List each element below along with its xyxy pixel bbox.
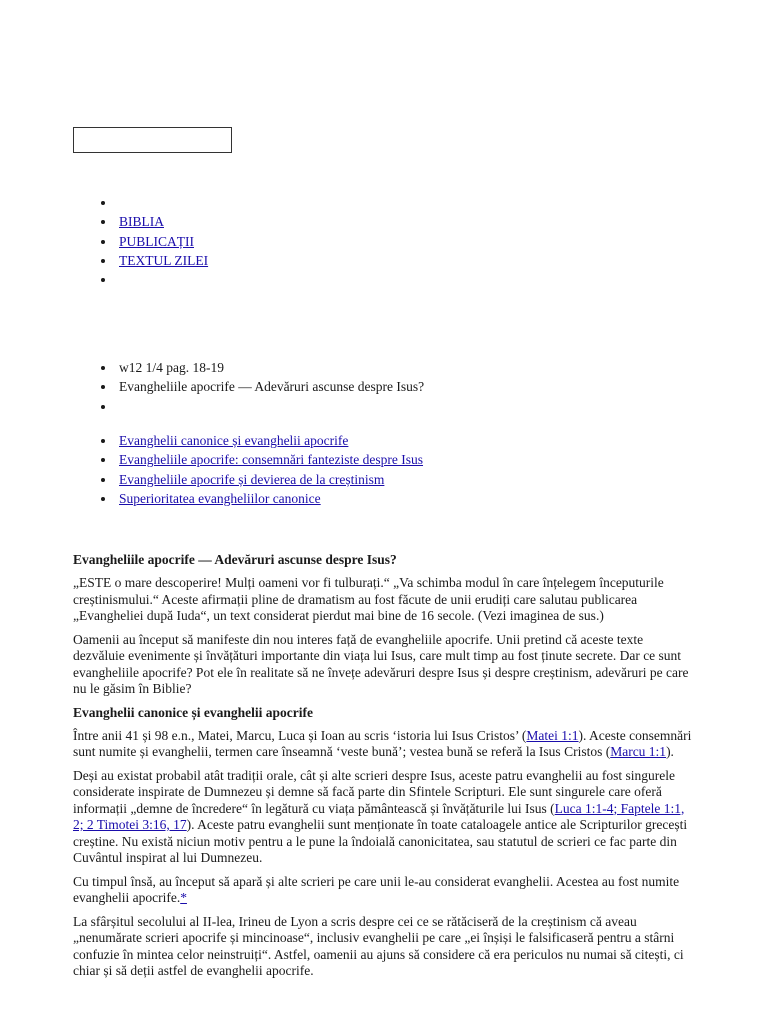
apocrypha-text: Cu timpul însă, au început să apară și alte scrieri pe care unii le-au considerat evanghelii. Acestea au fost numite evanghelii apocrife.: [73, 873, 680, 905]
toc-item: [101, 450, 423, 469]
irenaeus-paragraph: La sfârșitul secolului al II-lea, Irineu de Lyon a scris despre cei ce se rătăciseră de la creștinism că aveau „nenumărate scrieri apocrife și mincinoase“, inclusiv evanghelii pe care „ei înșiși le falsificaseră pentru a stârni confuzie în mintea celor neinstruiți“. Astfel, oamenii au ajuns să considere că era periculos nu numai să citești, ci chiar și să deții astfel de evanghelii apocrife.: [73, 913, 684, 978]
canon-text-a: Între anii 41 și 98 e.n., Matei, Marcu, Luca și Ioan au scris ‘istoria lui Isus Cristos’ (: [73, 727, 527, 743]
canon-text-c: ).: [666, 744, 674, 759]
toc-link-fanteziste[interactable]: Evangheliile apocrife: consemnări fanteziste despre Isus: [119, 452, 424, 468]
nav-item-empty-bottom: [101, 270, 208, 289]
table-of-contents: [101, 431, 423, 508]
article-body: [73, 552, 698, 987]
toc-link-superioritate[interactable]: Superioritatea evangheliilor canonice: [119, 490, 321, 506]
breadcrumb: [101, 358, 424, 416]
nav-item-biblia: [101, 212, 208, 231]
toc-item: [101, 470, 423, 489]
inspired-paragraph: [73, 768, 698, 867]
toc-item: [101, 489, 423, 508]
nav-link-textul-zilei[interactable]: TEXTUL ZILEI: [119, 252, 209, 268]
section-heading-canonice: Evanghelii canonice și evanghelii apocrife: [73, 704, 313, 720]
breadcrumb-reference: [101, 358, 424, 377]
toc-item: [101, 431, 423, 450]
breadcrumb-reference-text: w12 1/4 pag. 18-19: [119, 360, 224, 375]
toc-link-canonice[interactable]: Evanghelii canonice și evanghelii apocrife: [119, 433, 349, 448]
main-navigation: [101, 193, 208, 289]
toc-link-deviere[interactable]: Evangheliile apocrife și devierea de la creștinism: [119, 471, 385, 487]
intro-paragraph: „ESTE o mare descoperire! Mulți oameni vor fi tulburați.“ „Va schimba modul în care înțelegem începuturile creștinismului.“ Aceste afirmații pline de dramatism au fost făcute de unii erudiți care salutau publicarea „Evangheliei după Iuda“, un text considerat pierdut mai bine de 16 secole. (Vezi imaginea de sus.): [73, 575, 664, 623]
nav-item-publicatii: [101, 232, 208, 251]
nav-item-textul-zilei: [101, 251, 208, 270]
search-input[interactable]: [73, 127, 232, 153]
second-paragraph: Oamenii au început să manifeste din nou interes față de evangheliile apocrife. Unii pretind că aceste texte dezvăluie evenimente și învățături importante din viața lui Isus, care mult timp au fost ținute secrete. Dar ce sunt evangheliile apocrife? Pot ele în realitate să ne învețe adevăruri despre Isus și despre creștinism, adevăruri pe care nu le găsim în Biblie?: [73, 631, 689, 696]
inspired-text-b: ). Aceste patru evanghelii sunt menționate în toate cataloagele antice ale Scripturilor grecești creștine. Nu există niciun motiv pentru a le pune la îndoială canonicitatea, sau statutul de scrieri ce fac parte din Cuvântul inspirat al lui Dumnezeu.: [73, 817, 688, 865]
scripture-link-marcu[interactable]: Marcu 1:1: [610, 744, 667, 759]
article-title: Evangheliile apocrife — Adevăruri ascunse despre Isus?: [73, 552, 397, 567]
inspired-text-a: Deși au existat probabil atât tradiții orale, cât și alte scrieri despre Isus, aceste patru evanghelii au fost singurele considerate inspirate de Dumnezeu și demne să facă parte din Sfintele Scripturi. Ele sunt singurele care oferă informații „demne de încredere“ în legătură cu viața pământească și învățăturile lui Isus (: [73, 767, 676, 816]
footnote-link[interactable]: *: [180, 890, 187, 905]
apocrypha-paragraph: [73, 874, 698, 907]
breadcrumb-title: [101, 377, 424, 396]
canon-paragraph: [73, 728, 698, 761]
nav-link-biblia[interactable]: BIBLIA: [119, 214, 164, 230]
nav-link-publicatii[interactable]: PUBLICAȚII: [119, 233, 194, 249]
breadcrumb-title-text: Evangheliile apocrife — Adevăruri ascunse despre Isus?: [119, 379, 425, 395]
nav-item-empty-top: [101, 193, 208, 212]
canon-text-b: ). Aceste consemnări sunt numite și evanghelii, termen care înseamnă ‘veste bună’; vestea bună se referă la Isus Cristos (: [73, 727, 692, 759]
scripture-link-luca-faptele-timotei[interactable]: Luca 1:1-4; Faptele 1:1, 2; 2 Timotei 3:16, 17: [73, 800, 685, 832]
scripture-link-matei[interactable]: Matei 1:1: [526, 727, 579, 743]
breadcrumb-empty: [101, 397, 424, 416]
